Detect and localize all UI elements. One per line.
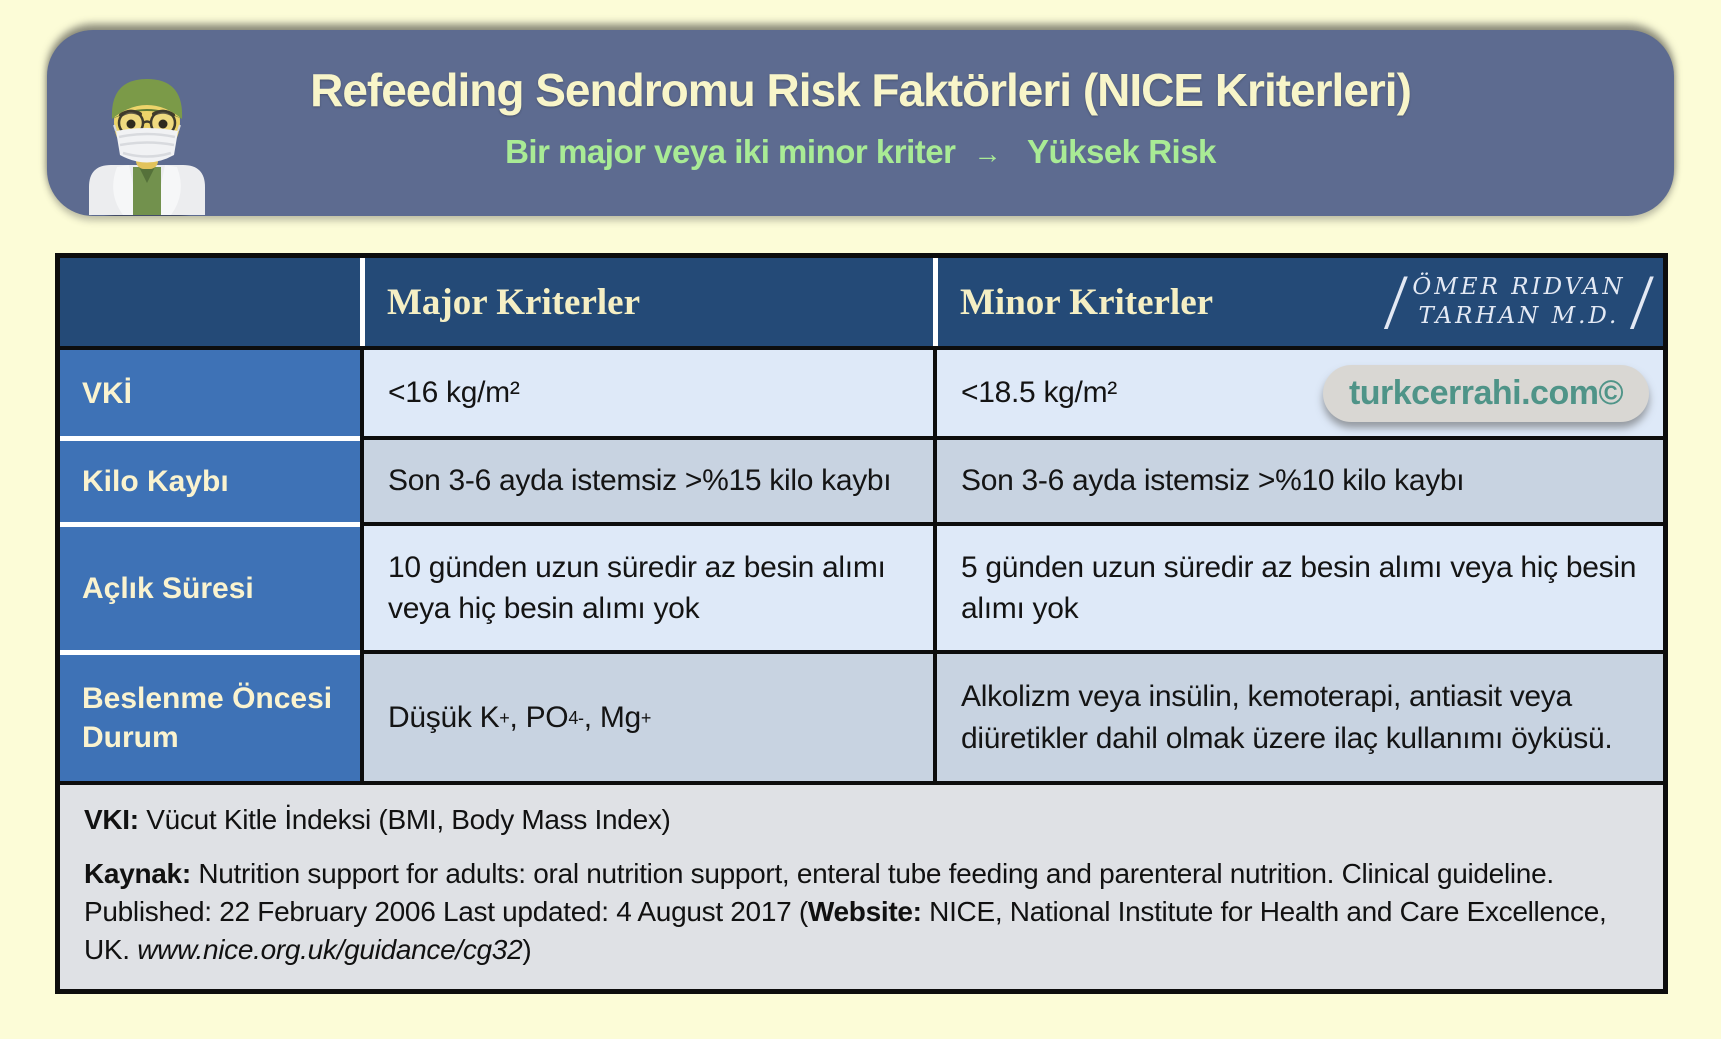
signature-slash-left: / (1387, 265, 1404, 339)
column-header-minor (933, 258, 1663, 346)
cell-kilo-minor: Son 3-6 ayda istemsiz >%10 kilo kaybı (933, 436, 1663, 522)
cell-beslenme-major: Düşük K + , PO 4 - , Mg + (360, 650, 933, 781)
column-header-major: Major Kriterler (360, 258, 933, 346)
author-signature (1385, 265, 1653, 339)
row-label-beslenme-oncesi: Beslenme Öncesi Durum (60, 650, 360, 781)
footnote-source-reference: Kaynak: Nutrition support for adults: oral nutrition support, enteral tube feeding and parenteral nutrition. Clinical guideline. Published: 22 February 2006 Last updated: 4 August 2017 (Website: NICE, National Institute for Health and Care Excellence, UK. www.nice.org.uk/guidance/cg32) (84, 858, 1607, 966)
watermark-badge: turkcerrahi.com© (1323, 365, 1649, 422)
row-label-vki: VKİ (60, 346, 360, 436)
header-banner (47, 30, 1674, 216)
page-subtitle (47, 133, 1674, 171)
signature-name: ÖMER RIDVAN (1412, 274, 1626, 301)
table-footnote (60, 781, 1663, 989)
cell-vki-major: <16 kg/m² (360, 346, 933, 436)
row-label-kilo-kaybi: Kilo Kaybı (60, 436, 360, 522)
subtitle-result: Yüksek Risk (1026, 133, 1216, 170)
signature-slash-right: / (1634, 265, 1651, 339)
column-header-minor-label: Minor Kriterler (960, 281, 1214, 323)
cell-kilo-major: Son 3-6 ayda istemsiz >%15 kilo kaybı (360, 436, 933, 522)
cell-aclik-minor: 5 günden uzun süredir az besin alımı veya hiç besin alımı yok (933, 522, 1663, 650)
column-header-empty (60, 258, 360, 346)
footnote-vki-definition: VKI: Vücut Kitle İndeksi (BMI, Body Mass Index) (84, 804, 671, 835)
signature-surname: TARHAN M.D. (1418, 303, 1620, 329)
cell-aclik-major: 10 günden uzun süredir az besin alımı veya hiç besin alımı yok (360, 522, 933, 650)
cell-beslenme-minor: Alkolizm veya insülin, kemoterapi, antiasit veya diüretikler dahil olmak üzere ilaç kullanımı öyküsü. (933, 650, 1663, 781)
row-label-aclik-suresi: Açlık Süresi (60, 522, 360, 650)
subtitle-condition: Bir major veya iki minor kriter (505, 133, 956, 170)
cell-vki-minor: <18.5 kg/m² (933, 346, 1663, 436)
criteria-table (55, 253, 1668, 994)
page-title: Refeeding Sendromu Risk Faktörleri (NICE Kriterleri) (310, 64, 1411, 116)
arrow-right-icon: → (973, 138, 1001, 169)
